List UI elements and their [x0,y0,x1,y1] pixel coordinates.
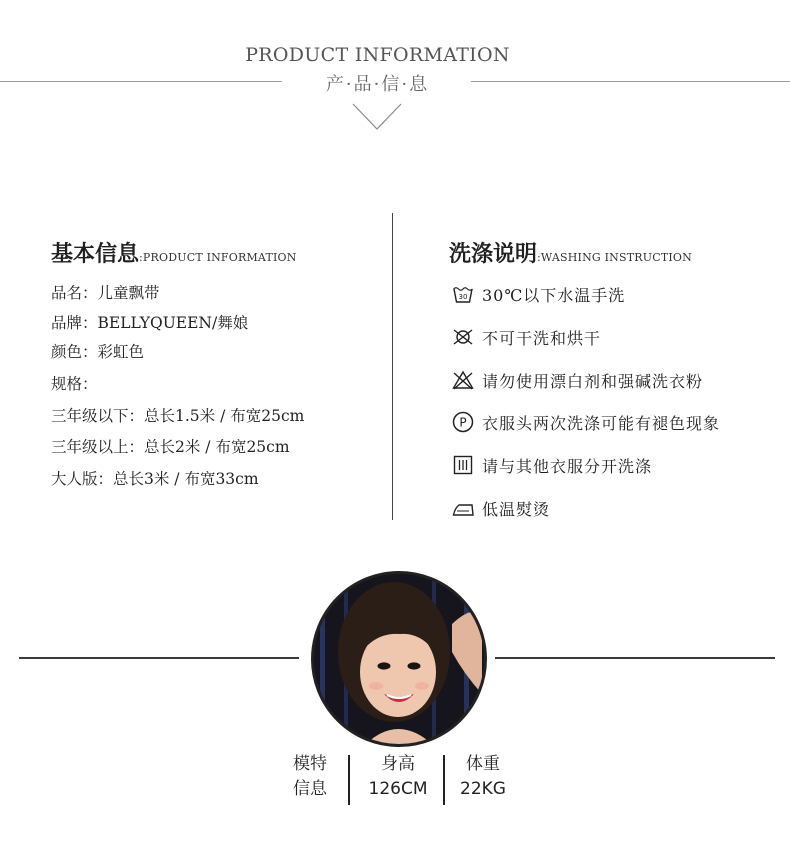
wash-item-text: 请与其他衣服分开洗涤 [482,456,653,476]
info-row-size-below-3: 三年级以下：总长1.5米 / 布宽25cm [51,407,305,425]
wash-item-text: 30℃以下水温手洗 [482,285,626,305]
info-row-product-name: 品名：儿童飘带 [51,284,160,302]
iron-low-icon [452,497,474,519]
wash-item [452,452,652,478]
model-height [363,752,433,802]
model-label [275,752,345,802]
wash-30-icon [452,283,474,305]
section-title-cn: 产·品·信·息 [325,74,430,95]
washing-title-cn: 洗涤说明 [449,241,538,267]
model-divider-right [495,657,775,659]
wash-item [452,324,601,350]
info-row-spec: 规格： [51,375,98,393]
dry-clean-p-icon [452,411,474,433]
basic-info-title [51,237,297,268]
model-weight [448,752,518,802]
model-height-label: 身高 [381,754,415,774]
dry-clean-p-label: P [459,415,467,430]
model-photo [314,574,484,744]
washing-title-en: :WASHING INSTRUCTION [537,251,692,264]
model-height-value: 126CM [368,779,428,799]
column-divider [392,213,393,520]
wash-item [452,367,703,393]
wash-item [452,495,550,521]
wash-separately-icon [452,454,474,476]
model-divider-2 [443,755,445,805]
wash-item-text: 请勿使用漂白剂和强碱洗衣粉 [482,371,704,391]
info-row-size-adult: 大人版：总长3米 / 布宽33cm [51,470,259,488]
chevron-down-icon [352,103,402,131]
model-label-top: 模特 [293,754,327,774]
model-weight-label: 体重 [466,754,500,774]
model-weight-value: 22KG [460,779,506,799]
model-divider-left [19,657,299,659]
wash-item-text: 不可干洗和烘干 [482,328,602,348]
basic-info-title-cn: 基本信息 [51,241,140,267]
info-row-size-above-3: 三年级以上：总长2米 / 布宽25cm [51,438,290,456]
section-title-en: PRODUCT INFORMATION [245,44,510,66]
model-divider-1 [348,755,350,805]
info-row-color: 颜色：彩虹色 [51,343,145,361]
no-tumble-dry-icon [452,326,474,348]
wash-item-text: 低温熨烫 [482,499,551,519]
wash-item [452,281,625,307]
wash-item-text: 衣服头两次洗涤可能有褪色现象 [482,413,721,433]
washing-title [449,237,692,268]
model-label-bottom: 信息 [293,779,327,799]
basic-info-title-en: :PRODUCT INFORMATION [139,251,297,264]
model-avatar [311,571,487,747]
wash-item [452,409,720,435]
no-bleach-icon [452,369,474,391]
wash-30-label: 30 [458,293,468,301]
info-row-brand: 品牌：BELLYQUEEN/舞娘 [51,314,249,332]
